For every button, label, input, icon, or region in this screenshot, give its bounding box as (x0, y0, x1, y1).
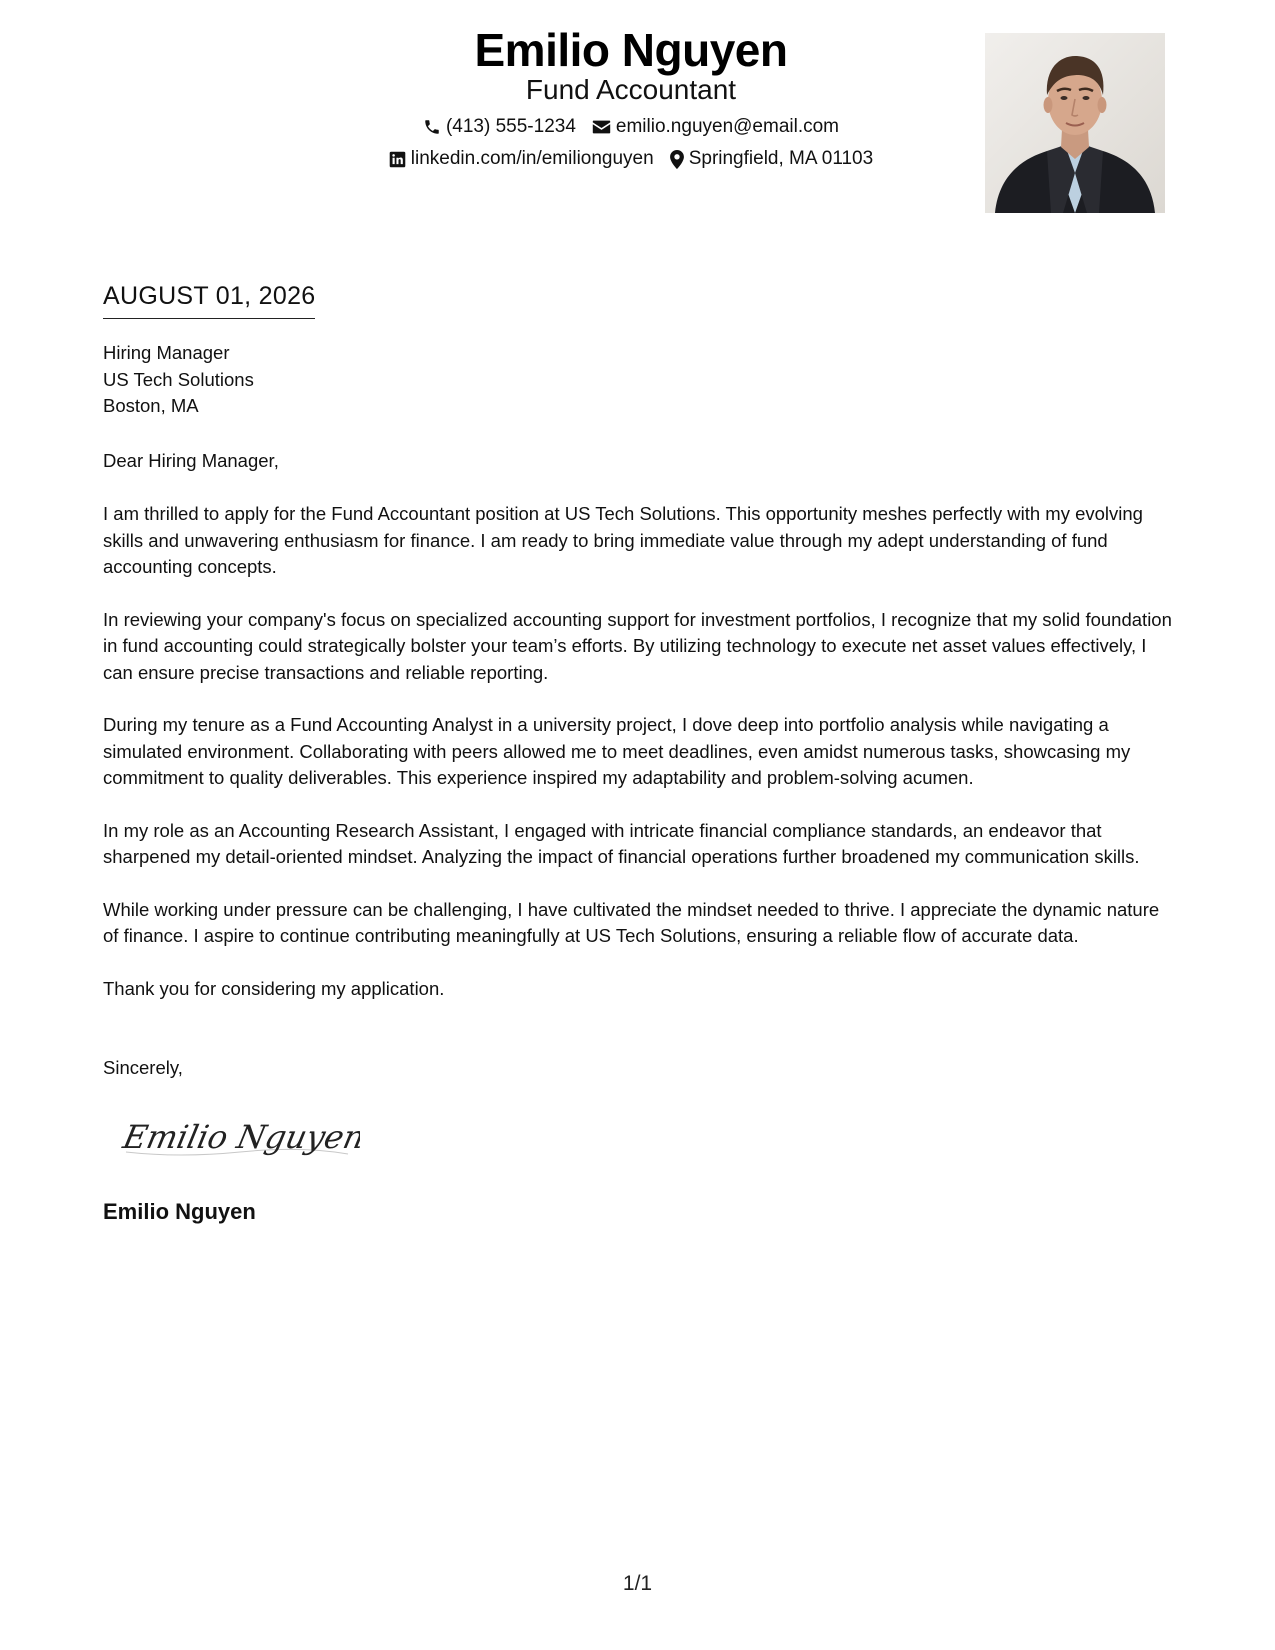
letter-body (103, 501, 1178, 1028)
applicant-name: Emilio Nguyen (474, 24, 788, 76)
contact-phone (423, 114, 576, 140)
page-number: 1/1 (622, 1572, 653, 1595)
linkedin-icon (389, 151, 406, 168)
location-text: Springfield, MA 01103 (688, 148, 874, 169)
closing-text: Sincerely, (103, 1057, 183, 1078)
salutation: Dear Hiring Manager, (103, 450, 279, 471)
map-pin-icon (670, 150, 684, 169)
recipient-company: US Tech Solutions (103, 368, 254, 390)
linkedin-url: linkedin.com/in/emilionguyen (410, 148, 654, 169)
body-paragraph: In my role as an Accounting Research Assistant, I engaged with intricate financial compliance standards, an endeavor that sharpened my detail-oriented mindset. Analyzing the impact of financial operations further broadened my communication skills. (103, 819, 1140, 867)
body-paragraph: Thank you for considering my application. (103, 977, 445, 999)
applicant-title: Fund Accountant (525, 74, 737, 105)
contact-email (592, 114, 839, 140)
body-paragraph: During my tenure as a Fund Accounting Analyst in a university project, I dove deep into portfolio analysis while navigating a simulated environment. Collaborating with peers allowed me to meet deadlines, even amidst numerous tasks, showcasing my commitment to quality deliverables. This experience inspired my adaptability and problem-solving acumen. (103, 714, 1131, 788)
body-paragraph: I am thrilled to apply for the Fund Accountant position at US Tech Solutions. This opportunity meshes perfectly with my evolving skills and unwavering enthusiasm for finance. I am ready to bring immediate value through my adept understanding of fund accounting concepts. (103, 503, 1143, 577)
recipient-location: Boston, MA (103, 395, 199, 416)
svg-text:Emilio Nguyen: Emilio Nguyen (120, 1118, 360, 1156)
profile-photo (985, 33, 1165, 213)
email-address: emilio.nguyen@email.com (615, 116, 840, 137)
handwritten-signature (120, 1108, 360, 1168)
phone-icon (423, 118, 441, 136)
body-paragraph: While working under pressure can be challenging, I have cultivated the mindset needed to thrive. I appreciate the dynamic nature of finance. I aspire to continue contributing meaningfully at US Tech Solutions, ensuring a reliable flow of accurate data. (103, 898, 1160, 946)
signed-name: Emilio Nguyen (103, 1199, 256, 1224)
body-paragraph: In reviewing your company's focus on specialized accounting support for investment portfolios, I recognize that my solid foundation in fund accounting could strategically bolster your team’s efforts. By utilizing technology to execute net asset values effectively, I can ensure precise transactions and reliable reporting. (103, 608, 1172, 683)
recipient-name: Hiring Manager (103, 342, 230, 363)
recipient-block (103, 340, 254, 420)
envelope-icon (592, 119, 611, 135)
letter-date: AUGUST 01, 2026 (103, 280, 315, 319)
contact-location (670, 146, 874, 172)
contact-linkedin (389, 146, 654, 172)
phone-number: (413) 555-1234 (445, 116, 576, 137)
